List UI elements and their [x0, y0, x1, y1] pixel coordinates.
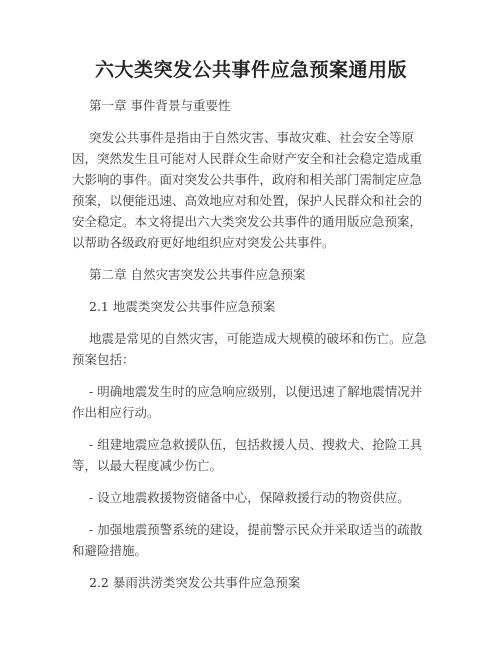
- document-title: 六大类突发公共事件应急预案通用版: [94, 59, 407, 81]
- list-item-supply-center: - 设立地震救援物资储备中心，保障救援行动的物资供应。: [89, 490, 410, 505]
- list-item-response-level: - 明确地震发生时的应急响应级别，以便迅速了解地震情况并作出相应行动。: [72, 384, 423, 420]
- chapter-1-paragraph: 突发公共事件是指由于自然灾害、事故灾难、社会安全等原因，突然发生且可能对人民群众生命财产安全和社会稳定造成重大影响的事件。面对突发公共事件，政府和相关部门需制定应急预案，以便能迅速、高效地应对和处置，保护人民群众和社会的安全稳定。本文将提出六大类突发公共事件的通用版应急预案，以帮助各级政府更好地组织应对突发公共事件。: [72, 130, 423, 250]
- section-2-2-heading: 2.2 暴雨洪涝类突发公共事件应急预案: [89, 575, 301, 590]
- section-2-1-heading: 2.1 地震类突发公共事件应急预案: [89, 299, 276, 314]
- document-body: [72, 95, 434, 604]
- section-2-1-intro: 地震是常见的自然灾害，可能造成大规模的破坏和伤亡。应急预案包括：: [72, 331, 427, 367]
- chapter-2-heading: 第二章 自然灾害突发公共事件应急预案: [89, 267, 306, 282]
- chapter-1-heading: 第一章 事件背景与重要性: [89, 98, 231, 113]
- list-item-rescue-team: - 组建地震应急救援队伍，包括救援人员、搜救犬、抢险工具等，以最大程度减少伤亡。: [72, 437, 423, 473]
- list-item-early-warning: - 加强地震预警系统的建设，提前警示民众并采取适当的疏散和避险措施。: [72, 522, 423, 558]
